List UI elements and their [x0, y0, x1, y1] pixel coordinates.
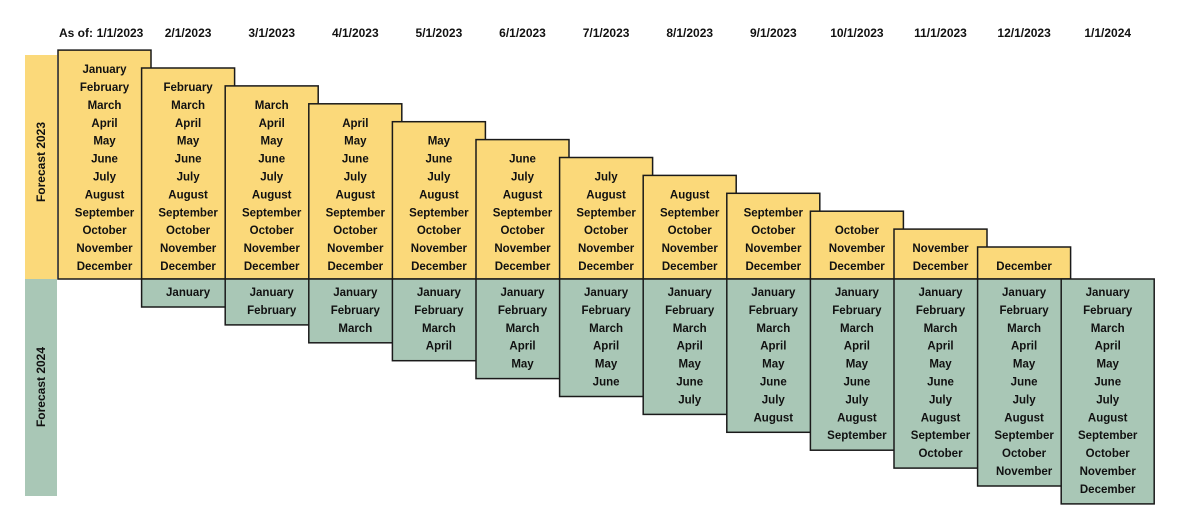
month-label: September	[827, 430, 887, 443]
month-label: May	[929, 358, 952, 371]
month-label: October	[667, 225, 712, 238]
month-label: July	[1012, 394, 1036, 407]
month-label: June	[341, 153, 369, 166]
month-label: April	[91, 117, 118, 130]
forecast-2024-box	[727, 279, 820, 432]
month-label: October	[333, 225, 378, 238]
month-label: January	[667, 287, 712, 299]
column-date: 12/1/2023	[997, 26, 1051, 40]
month-label: November	[745, 243, 802, 256]
column-date: 2/1/2023	[164, 26, 212, 40]
month-label: August	[168, 189, 208, 202]
month-label: January	[333, 287, 378, 299]
column-date: 6/1/2023	[499, 26, 546, 40]
month-label: November	[159, 243, 217, 256]
month-label: October	[249, 225, 294, 238]
month-label: April	[509, 340, 536, 353]
month-label: June	[509, 153, 536, 166]
month-label: January	[584, 287, 629, 299]
month-label: April	[1010, 340, 1038, 353]
month-label: June	[1094, 376, 1122, 389]
month-label: March	[505, 322, 540, 335]
month-label: October	[416, 225, 461, 238]
month-label: March	[254, 99, 289, 112]
month-label: February	[915, 304, 966, 317]
month-label: July	[678, 394, 702, 407]
month-label: June	[1010, 376, 1038, 389]
month-label: May	[1096, 358, 1119, 371]
forecast-2024-label: Forecast 2024	[34, 346, 48, 428]
month-label: September	[659, 207, 720, 220]
month-label: April	[927, 340, 954, 353]
month-label: January	[249, 287, 294, 299]
month-label: March	[171, 99, 206, 112]
month-label: May	[1012, 358, 1036, 371]
month-label: February	[999, 304, 1049, 317]
month-label: August	[84, 189, 125, 202]
month-label: June	[91, 153, 118, 166]
month-label: August	[419, 189, 459, 202]
month-label: November	[76, 243, 133, 256]
month-label: February	[79, 82, 130, 94]
month-label: September	[994, 430, 1054, 443]
month-label: May	[845, 358, 869, 371]
month-label: August	[335, 189, 376, 202]
month-label: February	[581, 304, 631, 317]
month-label: November	[243, 243, 300, 256]
month-label: January	[918, 287, 963, 299]
month-label: April	[425, 340, 453, 353]
month-label: April	[760, 340, 787, 353]
month-label: February	[1083, 304, 1133, 317]
column-date: 10/1/2023	[830, 26, 884, 40]
month-label: September	[409, 207, 469, 220]
month-label: April	[342, 117, 369, 130]
month-label: March	[1007, 322, 1042, 335]
month-label: June	[927, 376, 954, 389]
month-label: June	[592, 376, 620, 389]
month-label: August	[837, 412, 877, 425]
month-label: February	[832, 304, 882, 317]
month-label: November	[410, 243, 468, 256]
month-label: March	[672, 322, 707, 335]
month-label: October	[584, 225, 629, 238]
month-label: April	[1094, 340, 1121, 353]
month-label: December	[996, 261, 1052, 273]
month-label: August	[251, 189, 292, 202]
month-label: September	[492, 207, 553, 220]
month-label: September	[74, 207, 135, 220]
month-label: August	[586, 189, 626, 202]
column-date: 8/1/2023	[666, 26, 714, 40]
month-label: May	[93, 135, 116, 148]
month-label: June	[258, 153, 286, 166]
month-label: September	[325, 207, 386, 220]
month-label: March	[338, 322, 373, 335]
month-label: November	[1079, 466, 1136, 478]
month-label: January	[1002, 287, 1047, 299]
month-label: July	[510, 171, 535, 184]
month-label: December	[76, 261, 133, 273]
month-label: April	[592, 340, 620, 353]
month-label: August	[753, 412, 794, 425]
month-label: September	[241, 207, 302, 220]
month-label: April	[174, 117, 202, 130]
month-label: February	[665, 304, 715, 317]
month-label: January	[834, 287, 879, 299]
month-label: February	[497, 304, 548, 317]
column-date: 11/1/2023	[914, 26, 967, 40]
month-label: December	[411, 261, 467, 273]
month-label: July	[594, 171, 618, 184]
month-label: May	[762, 358, 785, 371]
month-label: July	[260, 171, 284, 184]
month-label: December	[661, 261, 718, 273]
column-date: 1/1/2023	[96, 26, 144, 40]
month-label: January	[416, 287, 461, 299]
month-label: November	[494, 243, 551, 256]
month-label: December	[160, 261, 216, 273]
month-label: March	[589, 322, 624, 335]
month-label: August	[502, 189, 543, 202]
month-label: February	[414, 304, 464, 317]
month-label: October	[1002, 448, 1047, 461]
month-label: January	[1085, 287, 1130, 299]
month-label: February	[330, 304, 380, 317]
month-label: January	[500, 287, 545, 299]
month-label: September	[743, 207, 804, 220]
month-label: January	[751, 287, 796, 299]
month-label: October	[834, 225, 879, 238]
month-label: August	[1087, 412, 1128, 425]
month-label: June	[174, 153, 202, 166]
month-label: May	[594, 358, 618, 371]
month-label: March	[923, 322, 958, 335]
forecast-2023-label: Forecast 2023	[34, 121, 48, 203]
month-label: October	[751, 225, 796, 238]
month-label: December	[327, 261, 384, 273]
month-label: October	[918, 448, 963, 461]
month-label: October	[1085, 448, 1130, 461]
month-label: May	[260, 135, 283, 148]
month-label: November	[912, 243, 969, 256]
month-label: November	[661, 243, 718, 256]
month-label: January	[82, 64, 127, 77]
month-label: August	[920, 412, 961, 425]
month-label: April	[258, 117, 285, 130]
month-label: March	[756, 322, 791, 335]
month-label: March	[87, 99, 122, 112]
month-label: February	[247, 304, 297, 317]
month-label: September	[910, 430, 971, 443]
month-label: November	[828, 243, 886, 256]
month-label: May	[678, 358, 701, 371]
month-label: June	[676, 376, 704, 389]
month-label: March	[421, 322, 456, 335]
month-label: July	[176, 171, 200, 184]
month-label: December	[243, 261, 300, 273]
month-label: July	[427, 171, 451, 184]
column-date: 1/1/2024	[1084, 26, 1132, 40]
month-label: May	[344, 135, 367, 148]
column-date: 4/1/2023	[331, 26, 379, 40]
column-date: 7/1/2023	[582, 26, 630, 40]
month-label: August	[669, 189, 710, 202]
month-label: April	[676, 340, 703, 353]
month-label: November	[327, 243, 384, 256]
month-label: July	[1096, 394, 1120, 407]
month-label: May	[427, 135, 451, 148]
month-label: July	[928, 394, 953, 407]
month-label: May	[511, 358, 534, 371]
month-label: June	[759, 376, 787, 389]
month-label: December	[1079, 483, 1136, 496]
month-label: February	[748, 304, 798, 317]
month-label: October	[500, 225, 545, 238]
month-label: December	[829, 261, 885, 273]
month-label: September	[576, 207, 636, 220]
month-label: December	[578, 261, 634, 273]
month-label: July	[761, 394, 785, 407]
month-label: June	[425, 153, 453, 166]
month-label: October	[166, 225, 211, 238]
month-label: November	[577, 243, 635, 256]
month-label: September	[158, 207, 218, 220]
month-label: December	[745, 261, 802, 273]
month-label: October	[82, 225, 127, 238]
month-label: February	[163, 82, 213, 94]
columns-layer	[58, 26, 1154, 504]
month-label: April	[843, 340, 871, 353]
month-label: November	[995, 466, 1053, 478]
month-label: December	[912, 261, 969, 273]
column-date: 5/1/2023	[415, 26, 463, 40]
month-label: March	[839, 322, 874, 335]
column-date: 9/1/2023	[749, 26, 797, 40]
month-label: September	[1077, 430, 1138, 443]
month-label: May	[176, 135, 200, 148]
month-label: December	[494, 261, 551, 273]
forecast-2024-box	[225, 279, 318, 325]
month-label: July	[845, 394, 869, 407]
month-label: March	[1090, 322, 1125, 335]
column-date: 3/1/2023	[248, 26, 296, 40]
month-label: June	[843, 376, 871, 389]
month-label: July	[92, 171, 117, 184]
as-of-label: As of:	[59, 26, 93, 40]
month-label: July	[343, 171, 367, 184]
month-label: August	[1004, 412, 1044, 425]
month-label: January	[166, 287, 211, 299]
